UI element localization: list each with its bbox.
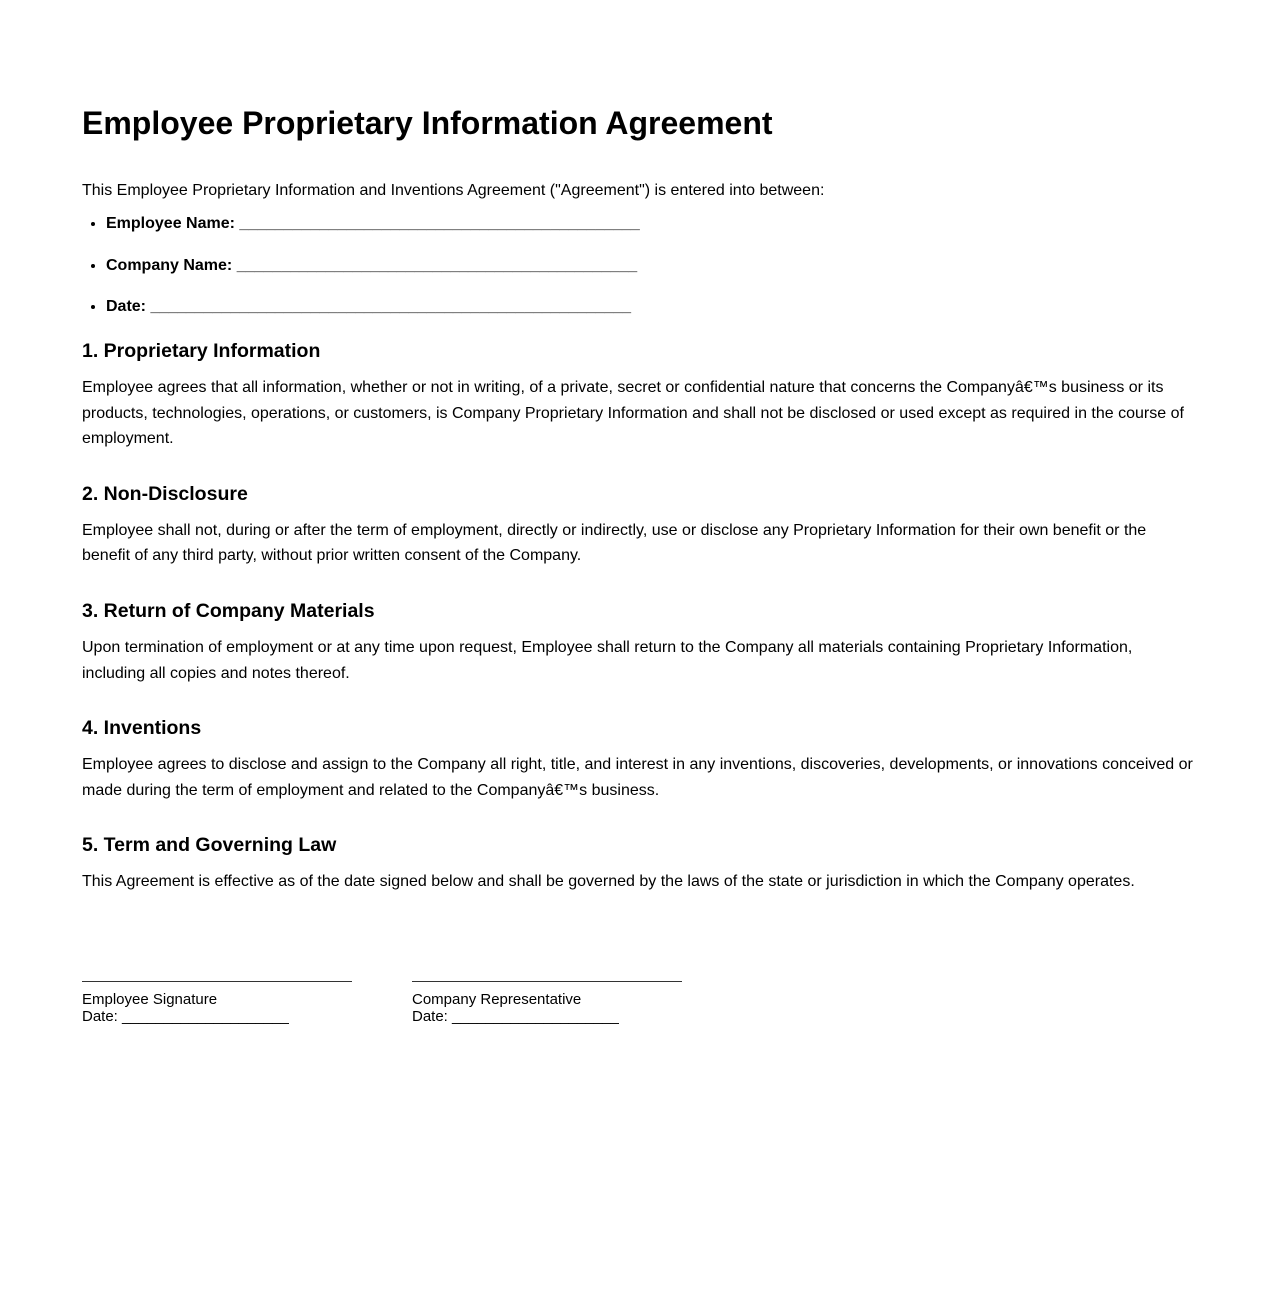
section-body: Upon termination of employment or at any time upon request, Employee shall return to the Company all materials containing Proprietary Information, including all copies and notes thereof. [82,638,1133,682]
section-inventions [82,716,1198,803]
signature-date: Date: ____________________ [412,1007,619,1025]
section-body: Employee agrees to disclose and assign to the Company all right, title, and interest in any inventions, discoveries, developments, or innovations conceived or made during the term of employment and related to the Companyâ€™s business. [82,756,1193,799]
section-heading: 4. Inventions [82,717,202,740]
section-heading: 3. Return of Company Materials [82,599,375,622]
section-heading: 5. Term and Governing Law [82,834,337,857]
section-return-of-materials [82,599,1198,686]
signature-label: Employee Signature [82,990,218,1008]
intro-paragraph: This Employee Proprietary Information and Inventions Agreement ("Agreement") is entered into between: [82,182,825,199]
signature-area [82,981,1198,1025]
section-non-disclosure [82,482,1198,569]
section-body: This Agreement is effective as of the date signed below and shall be governed by the laws of the state or jurisdiction in which the Company operates. [82,873,1135,891]
signature-date: Date: ____________________ [82,1007,289,1025]
party-company-name: • Company Name: _____________________________________________ [106,253,1198,278]
page-title: Employee Proprietary Information Agreement [82,105,773,141]
section-term-governing-law [82,833,1198,895]
party-date: • Date: ______________________________________________________ [106,294,1198,319]
section-body: Employee agrees that all information, whether or not in writing, of a private, secret or confidential nature that concerns the Companyâ€™s business or its products, technologies, operations, or customers, is Company Proprietary Information and shall not be disclosed or used except as required in the course of employment. [82,379,1184,448]
employee-signature-block [82,981,352,1025]
section-body: Employee shall not, during or after the term of employment, directly or indirectly, use or disclose any Proprietary Information for their own benefit or the benefit of any third party, without prior written consent of the Company. [82,521,1147,565]
signature-label: Company Representative [412,990,582,1008]
parties-list [82,211,1198,319]
section-heading: 2. Non-Disclosure [82,482,248,505]
signature-line [412,981,682,982]
signature-line [82,981,352,982]
company-signature-block [412,981,682,1025]
section-heading: 1. Proprietary Information [82,340,321,362]
section-proprietary-information [82,339,1198,452]
party-employee-name: • Employee Name: _____________________________________________ [106,211,1198,236]
